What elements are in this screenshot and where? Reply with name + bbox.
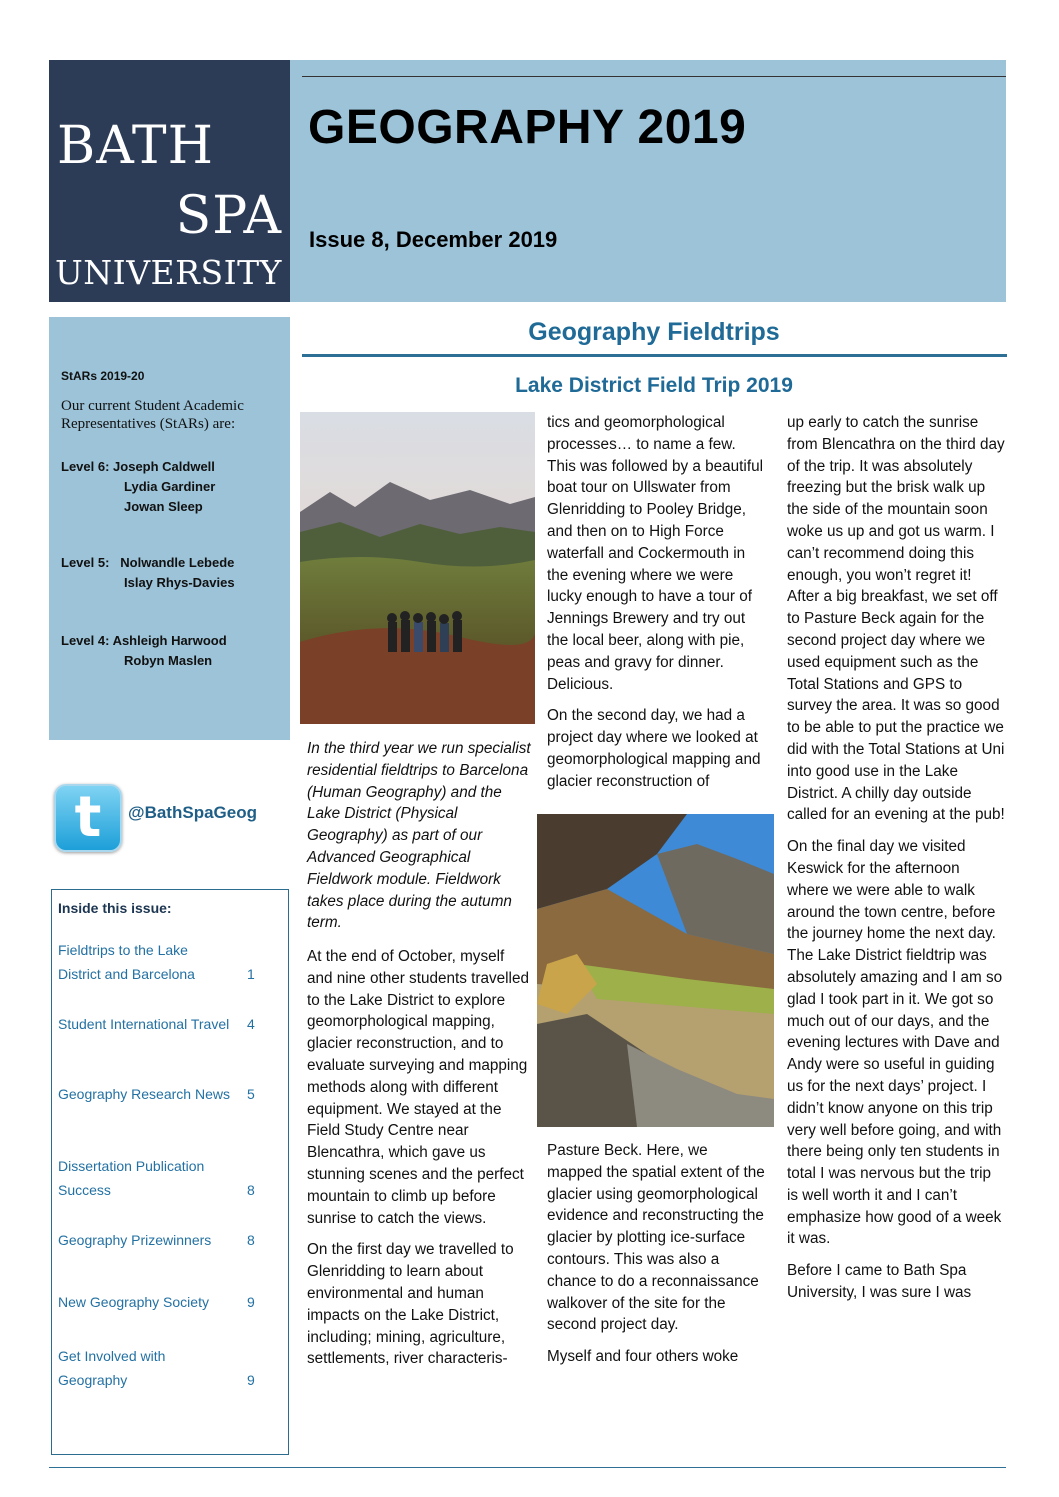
stars-level-6	[61, 457, 215, 517]
article-column-2-top	[547, 412, 767, 803]
newsletter-title: GEOGRAPHY 2019	[308, 101, 747, 154]
stars-level-4	[61, 631, 227, 671]
issue-line: Issue 8, December 2019	[309, 227, 558, 252]
header-band	[290, 60, 1006, 302]
paragraph: tics and geomorphological processes… to name a few. This was followed by a beautiful boat tour on Ullswater from Glenridding to Pooley Bridge, and then on to High Force waterfall and Cockermouth in the evening where we were lucky enough to have a tour of Jennings Brewery and try out the local beer, along with pie, peas and gravy for dinner. Delicious.	[547, 414, 763, 693]
logo-line-bath: BATH	[57, 116, 214, 176]
paragraph: On the final day we visited Keswick for the afternoon where we were able to walk around the town centre, before the journey home the next day. The Lake District fieldtrip was absolutely amazing and I am so glad I took part in it. We got so much out of our days, and the evening lectures with Dave and Andy were so useful in guiding us for the next days’ project. I didn’t know anyone on this trip very well before going, and with there being only ten students in total I was nervous but the trip is well worth it and I can’t emphasize how good of a week it was.	[787, 838, 1003, 1248]
toc-item[interactable]: Geography Prizewinners 8	[58, 1232, 255, 1248]
toc-item[interactable]: Dissertation Publication Success 8	[58, 1158, 255, 1198]
paragraph: On the first day we travelled to Glenridding to learn about environmental and human impacts on the Lake District, including; mining, agriculture, settlements, river characteris-	[307, 1241, 514, 1368]
stars-intro: Our current Student Academic Representatives (StARs) are:	[61, 398, 244, 432]
article-column-3	[787, 412, 1005, 1314]
photo-students-hillside	[300, 412, 535, 724]
stars-level-5-first: Level 5: Nolwandle Lebede	[61, 555, 235, 570]
photo-caption: In the third year we run specialist residential fieldtrips to Barcelona (Human Geography) and the Lake District (Physical Geography) as part of our Advanced Geographical Fieldwork module. Fieldwork takes place during the autumn term.	[307, 740, 531, 932]
stars-name: Islay Rhys-Davies	[124, 575, 235, 590]
valley-photo-svg	[537, 814, 774, 1127]
photo-pasture-beck	[537, 814, 774, 1127]
stars-name: Jowan Sleep	[124, 499, 203, 514]
header-rule	[302, 76, 1006, 77]
paragraph: Myself and four others woke	[547, 1348, 739, 1366]
stars-level-4-first: Level 4: Ashleigh Harwood	[61, 633, 227, 648]
hillside-photo-svg	[300, 412, 535, 724]
inside-this-issue	[51, 889, 289, 1455]
logo-line-university: UNIVERSITY	[55, 253, 282, 292]
twitter-handle-link[interactable]: @BathSpaGeog	[128, 803, 257, 822]
paragraph: At the end of October, myself and nine other students travelled to the Lake District to explore geomorphological mapping, glacier reconstruction, and to evaluate surveying and mapping methods along with different equipment. We stayed at the Field Study Centre near Blencathra, which gave us stunning scenes and the perfect mountain to climb up before sunrise to catch the views.	[307, 948, 529, 1227]
paragraph: up early to catch the sunrise from Blencathra on the third day of the trip. It was absolutely freezing but the brisk walk up the side of the mountain soon woke us up and got us warm. I can’t recommend doing this enough, you won’t regret it! After a big breakfast, we set off to Pasture Beck again for the second project day where we used equipment such as the Total Stations and GPS to survey the area. It was so good to be able to put the practice we did with the Total Stations at Uni into good use in the Lake District. A chilly day outside called for an evening at the pub!	[787, 414, 1005, 824]
paragraph: Pasture Beck. Here, we mapped the spatial extent of the glacier using geomorphological evidence and reconstructing the glacier by plotting ice-surface contours. This was also a chance to do a reconnaissance walkover of the site for the second project day.	[547, 1142, 765, 1334]
paragraph: Before I came to Bath Spa University, I was sure I was	[787, 1262, 972, 1302]
logo-line-spa: SPA	[175, 186, 282, 246]
toc-item[interactable]: Fieldtrips to the Lake District and Barcelona 1	[58, 942, 255, 982]
stars-level-6-first: Level 6: Joseph Caldwell	[61, 459, 215, 474]
stars-sidebar	[49, 317, 290, 740]
stars-level-5	[61, 553, 235, 593]
toc-item[interactable]: Geography Research News 5	[58, 1086, 255, 1102]
article-title: Lake District Field Trip 2019	[515, 374, 793, 397]
paragraph: On the second day, we had a project day where we looked at geomorphological mapping and glacier reconstruction of	[547, 707, 761, 790]
article-column-1	[307, 946, 532, 1380]
stars-title: StARs 2019-20	[61, 369, 145, 383]
section-rule	[302, 354, 1007, 357]
article-column-2-bottom	[547, 1140, 767, 1378]
inside-title: Inside this issue:	[58, 900, 172, 916]
twitter-icon[interactable]: t	[54, 784, 122, 852]
footer-rule	[49, 1467, 1006, 1468]
university-logo	[49, 60, 290, 302]
section-title: Geography Fieldtrips	[528, 318, 780, 346]
toc-item[interactable]: New Geography Society 9	[58, 1294, 255, 1310]
toc-item[interactable]: Student International Travel 4	[58, 1016, 255, 1032]
stars-name: Lydia Gardiner	[124, 479, 216, 494]
toc-item[interactable]: Get Involved with Geography 9	[58, 1348, 255, 1388]
stars-name: Robyn Maslen	[124, 653, 213, 668]
